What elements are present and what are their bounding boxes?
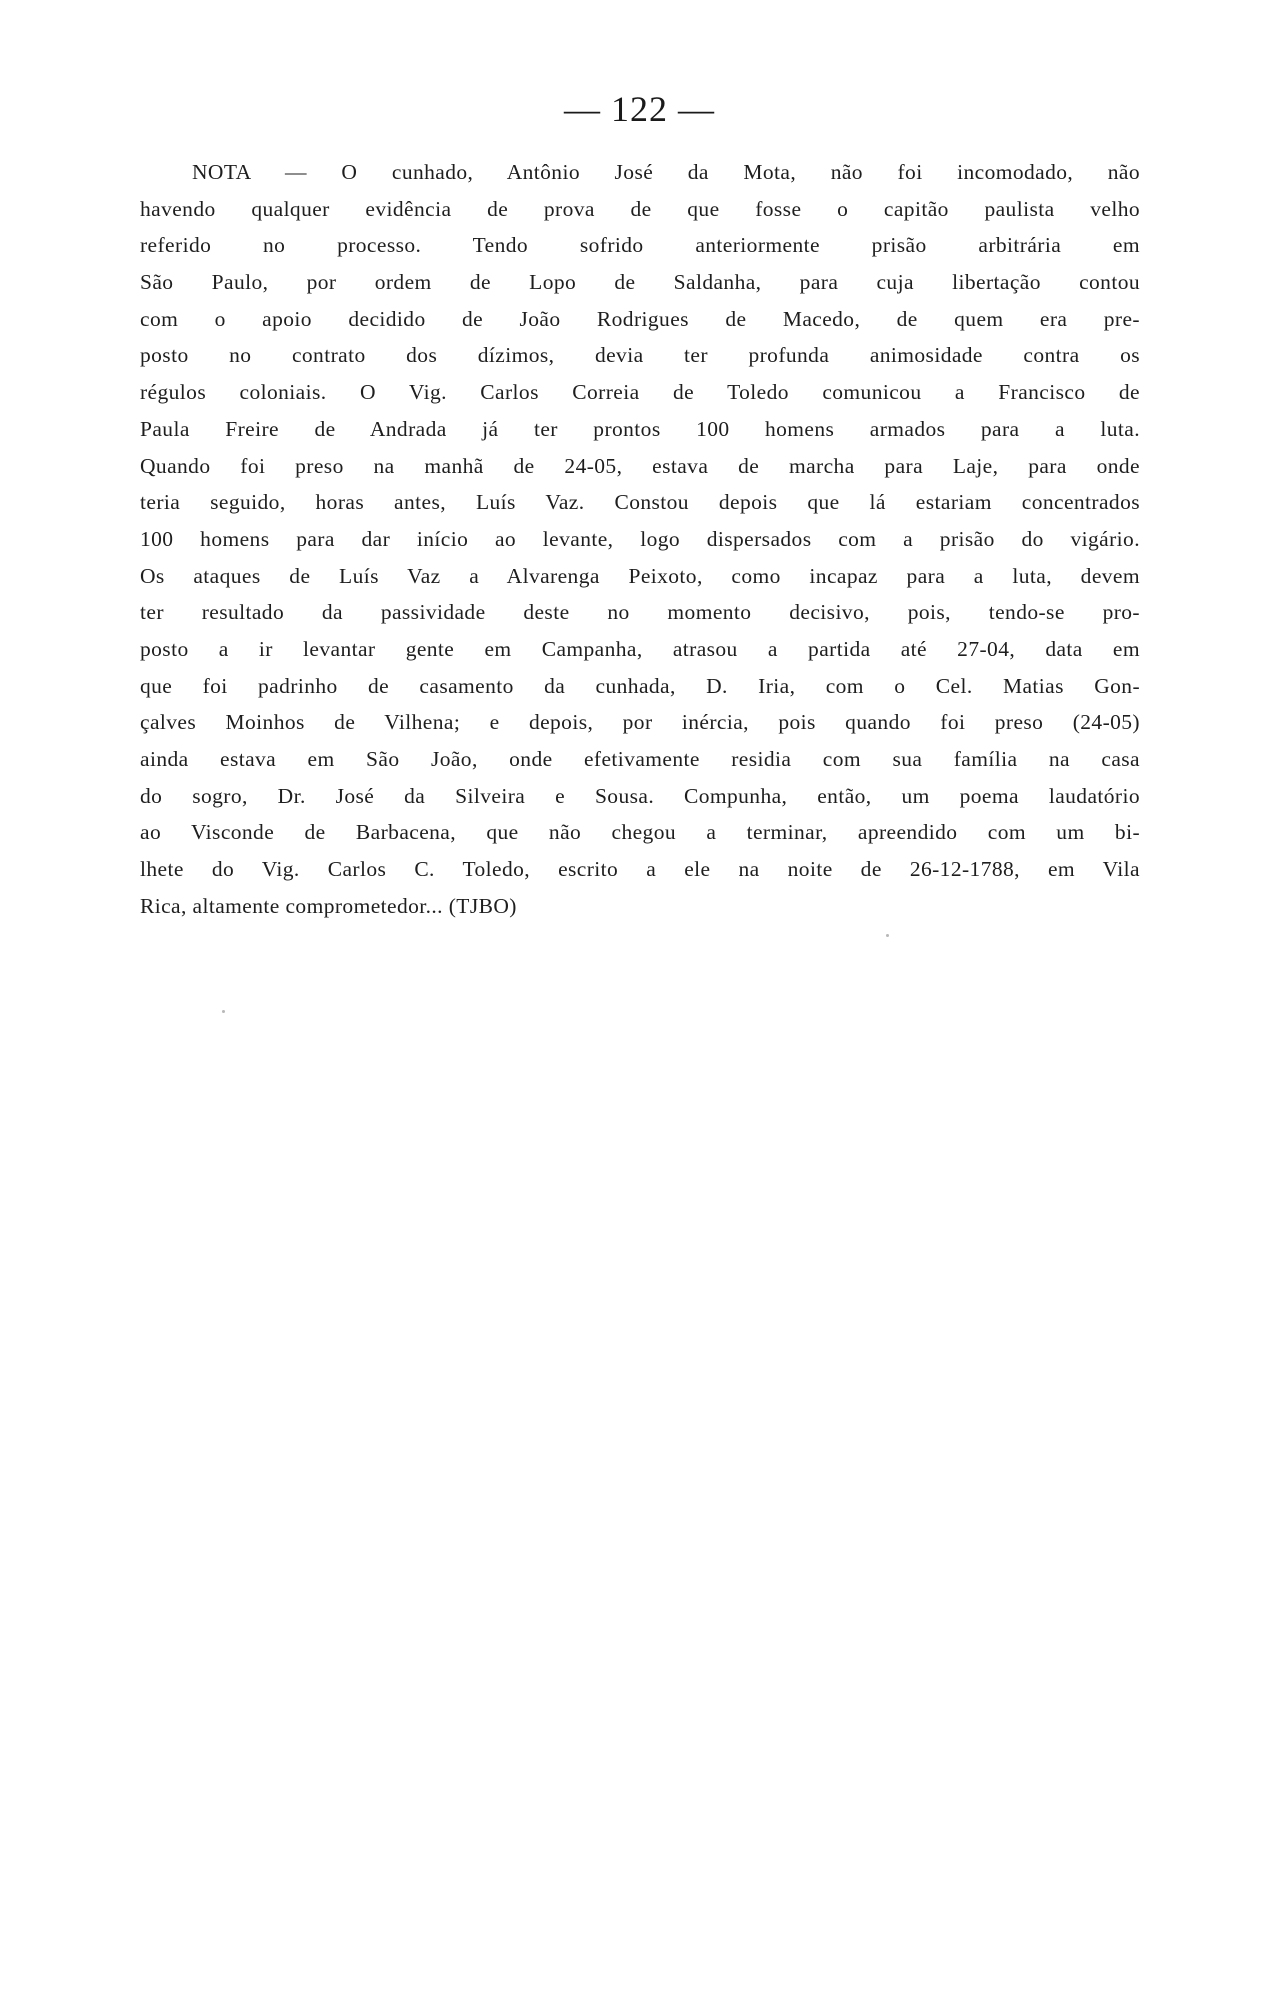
note-line: posto a ir levantar gente em Campanha, atrasou a partida até 27-04, data em	[140, 636, 1140, 661]
scan-speck	[886, 934, 889, 937]
note-line: que foi padrinho de casamento da cunhada, D. Iria, com o Cel. Matias Gon-	[140, 673, 1140, 698]
scan-speck	[222, 1010, 225, 1013]
note-line: referido no processo. Tendo sofrido anteriormente prisão arbitrária em	[140, 233, 1140, 258]
note-line: çalves Moinhos de Vilhena; e depois, por inércia, pois quando foi preso (24-05)	[140, 710, 1140, 735]
page-number: — 122 —	[564, 89, 715, 129]
note-line: ainda estava em São João, onde efetivamente residia com sua família na casa	[140, 747, 1140, 771]
note-line: do sogro, Dr. José da Silveira e Sousa. Compunha, então, um poema laudatório	[140, 783, 1140, 808]
note-line: com o apoio decidido de João Rodrigues de Macedo, de quem era pre-	[140, 306, 1140, 331]
note-line: ao Visconde de Barbacena, que não chegou a terminar, apreendido com um bi-	[140, 820, 1140, 845]
note-line: 100 homens para dar início ao levante, logo dispersados com a prisão do vigário.	[140, 526, 1140, 551]
note-line: ter resultado da passividade deste no momento decisivo, pois, tendo-se pro-	[140, 600, 1140, 625]
note-line: havendo qualquer evidência de prova de que fosse o capitão paulista velho	[140, 196, 1140, 221]
note-line: régulos coloniais. O Vig. Carlos Correia de Toledo comunicou a Francisco de	[140, 380, 1140, 405]
note-line: Rica, altamente comprometedor... (TJBO)	[140, 893, 517, 918]
note-line: posto no contrato dos dízimos, devia ter profunda animosidade contra os	[140, 343, 1140, 368]
note-line: teria seguido, horas antes, Luís Vaz. Constou depois que lá estariam concentrados	[140, 490, 1140, 515]
note-line: NOTA — O cunhado, Antônio José da Mota, não foi incomodado, não	[192, 160, 1140, 184]
note-line: lhete do Vig. Carlos C. Toledo, escrito a ele na noite de 26-12-1788, em Vila	[140, 857, 1140, 882]
note-line: Paula Freire de Andrada já ter prontos 100 homens armados para a luta.	[140, 416, 1140, 441]
note-line: Quando foi preso na manhã de 24-05, estava de marcha para Laje, para onde	[140, 453, 1140, 478]
note-paragraph	[140, 154, 1140, 924]
note-line: São Paulo, por ordem de Lopo de Saldanha, para cuja libertação contou	[140, 270, 1140, 295]
note-line: Os ataques de Luís Vaz a Alvarenga Peixoto, como incapaz para a luta, devem	[140, 563, 1140, 588]
